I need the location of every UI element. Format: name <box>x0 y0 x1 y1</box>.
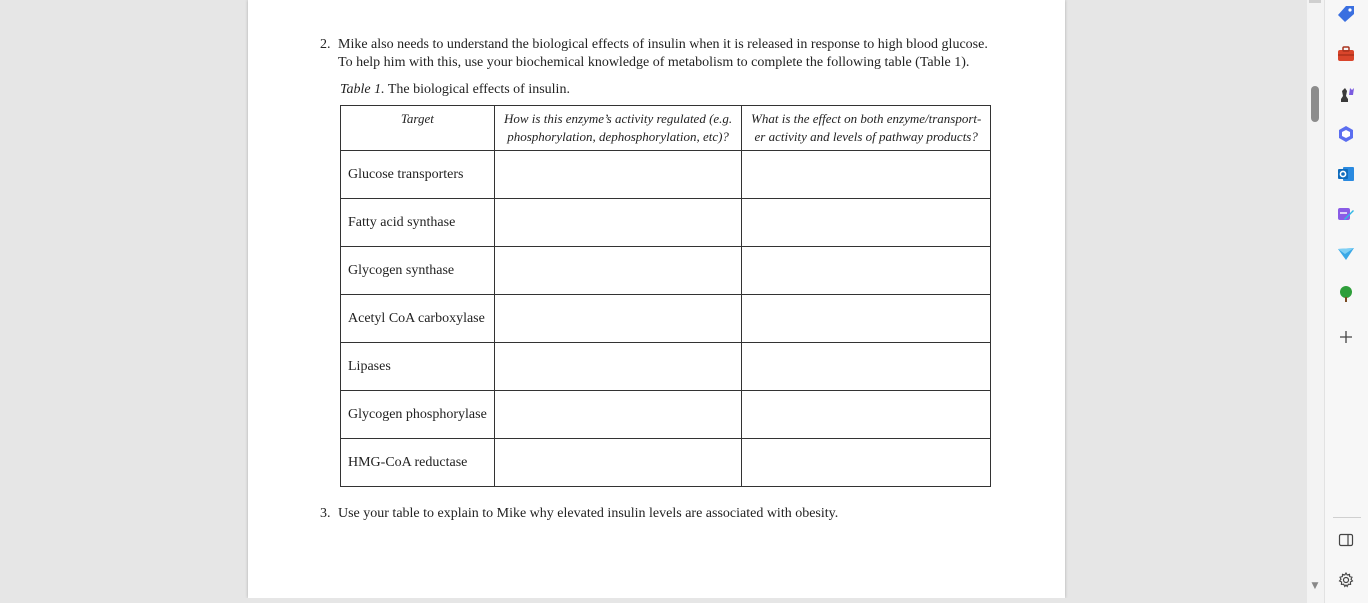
scroll-up-arrow[interactable] <box>1309 0 1321 3</box>
settings-icon[interactable] <box>1336 570 1356 590</box>
outlook-icon[interactable] <box>1336 164 1356 184</box>
effect-cell <box>742 151 991 199</box>
target-cell: Glucose transporters <box>341 151 495 199</box>
effect-cell <box>742 247 991 295</box>
table-row <box>341 247 991 295</box>
regulation-cell <box>494 391 742 439</box>
table-caption-text: The biological effects of insulin. <box>384 82 570 97</box>
question-line-1: Mike also needs to understand the biological effects of insulin when it is released in response to high blood glucose. <box>338 37 988 52</box>
add-icon[interactable] <box>1336 327 1356 347</box>
effect-cell <box>742 343 991 391</box>
effect-cell <box>742 295 991 343</box>
designer-icon[interactable] <box>1336 204 1356 224</box>
table-caption <box>340 82 570 98</box>
table-header-row <box>341 106 991 151</box>
send-icon[interactable] <box>1336 244 1356 264</box>
regulation-cell <box>494 343 742 391</box>
viewer-bottom-edge <box>0 598 1324 603</box>
regulation-cell <box>494 247 742 295</box>
regulation-cell <box>494 199 742 247</box>
table-row <box>341 391 991 439</box>
question-text: Use your table to explain to Mike why elevated insulin levels are associated with obesity. <box>338 506 839 521</box>
effect-cell <box>742 439 991 487</box>
split-view-icon[interactable] <box>1336 530 1356 550</box>
sidebar-divider <box>1333 517 1361 518</box>
regulation-cell <box>494 151 742 199</box>
target-cell: HMG-CoA reductase <box>341 439 495 487</box>
toolbox-icon[interactable] <box>1336 44 1356 64</box>
chess-icon[interactable] <box>1336 84 1356 104</box>
scroll-down-arrow[interactable]: ▼ <box>1311 581 1319 591</box>
header-effect-line-2: er activity and levels of pathway products? <box>754 129 978 144</box>
header-regulation-line-1: How is this enzyme’s activity regulated (e.g. <box>504 111 733 126</box>
pdf-page <box>248 0 1065 598</box>
copilot-icon[interactable] <box>1336 124 1356 144</box>
target-cell: Fatty acid synthase <box>341 199 495 247</box>
header-target: Target <box>341 106 495 151</box>
target-cell: Acetyl CoA carboxylase <box>341 295 495 343</box>
question-line-2: To help him with this, use your biochemical knowledge of metabolism to complete the following table (Table 1). <box>338 55 970 70</box>
table-row <box>341 151 991 199</box>
table-row <box>341 295 991 343</box>
header-effect <box>742 106 991 151</box>
tree-icon[interactable] <box>1336 284 1356 304</box>
table-row <box>341 199 991 247</box>
regulation-cell <box>494 439 742 487</box>
question-text <box>338 36 988 72</box>
table-caption-label: Table 1. <box>340 82 385 97</box>
table-row <box>341 439 991 487</box>
tag-icon[interactable] <box>1336 4 1356 24</box>
effect-cell <box>742 199 991 247</box>
target-cell: Glycogen phosphorylase <box>341 391 495 439</box>
target-cell: Glycogen synthase <box>341 247 495 295</box>
scrollbar-thumb[interactable] <box>1311 86 1319 122</box>
table-row <box>341 343 991 391</box>
browser-sidebar <box>1324 0 1368 603</box>
header-effect-line-1: What is the effect on both enzyme/transport- <box>751 111 982 126</box>
header-regulation <box>494 106 742 151</box>
insulin-effects-table <box>340 105 991 487</box>
target-cell: Lipases <box>341 343 495 391</box>
question-number: 2. <box>320 37 331 52</box>
effect-cell <box>742 391 991 439</box>
header-regulation-line-2: phosphorylation, dephosphorylation, etc)? <box>507 129 729 144</box>
question-number: 3. <box>320 506 331 521</box>
regulation-cell <box>494 295 742 343</box>
